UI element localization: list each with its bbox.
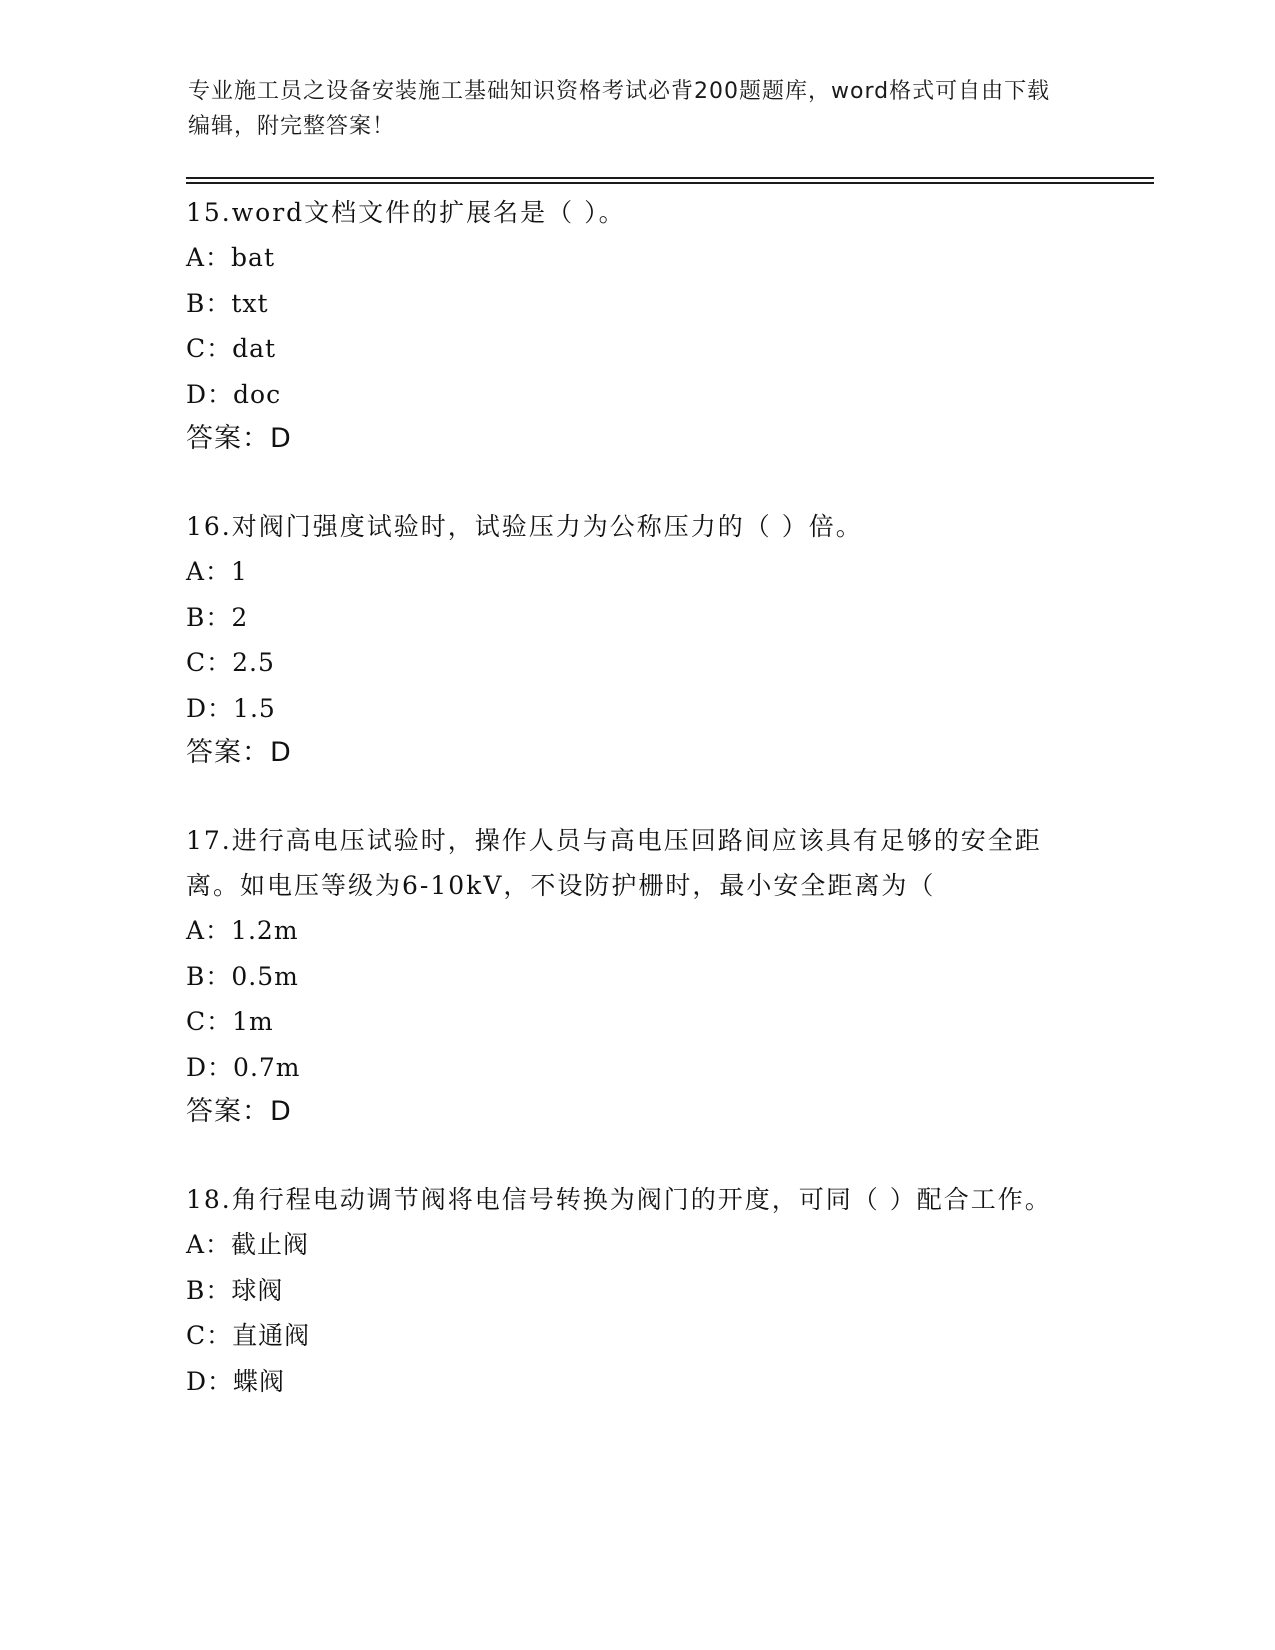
option-d: D：蝶阀 — [186, 1366, 286, 1396]
question-stem: 17.进行高电压试验时，操作人员与高电压回路间应该具有足够的安全距离。如电压等级为6-10kV，不设防护栅时，最小安全距离为（ — [186, 826, 1042, 900]
question-16 — [186, 504, 1086, 775]
spacer — [186, 1134, 1086, 1177]
question-stem: 18.角行程电动调节阀将电信号转换为阀门的开度，可同（ ）配合工作。 — [186, 1185, 1052, 1214]
question-18 — [186, 1177, 1086, 1404]
spacer — [186, 775, 1086, 818]
option-d: D：0.7m — [186, 1052, 301, 1082]
option-b: B：txt — [186, 288, 269, 318]
option-a: A：1 — [186, 557, 248, 586]
option-d: D：doc — [186, 379, 282, 409]
option-a: A：bat — [186, 243, 276, 272]
option-c: C：1m — [186, 1007, 274, 1036]
option-b: B：球阀 — [186, 1275, 284, 1305]
question-stem: 15.word文档文件的扩展名是（ ）。 — [186, 198, 626, 227]
answer-line: 答案：D — [186, 1096, 292, 1127]
option-c: C：dat — [186, 334, 277, 363]
header-rule-bottom — [186, 182, 1154, 184]
option-a: A：1.2m — [186, 916, 299, 945]
question-stem: 16.对阀门强度试验时，试验压力为公称压力的（ ）倍。 — [186, 512, 863, 541]
question-list — [186, 190, 1086, 1404]
answer-line: 答案：D — [186, 737, 292, 768]
option-b: B：2 — [186, 602, 249, 632]
option-d: D：1.5 — [186, 693, 276, 723]
spacer — [186, 461, 1086, 504]
option-c: C：2.5 — [186, 648, 275, 677]
option-b: B：0.5m — [186, 961, 299, 991]
option-a: A：截止阀 — [186, 1230, 310, 1259]
answer-line: 答案：D — [186, 423, 292, 454]
question-17 — [186, 818, 1086, 1134]
option-c: C：直通阀 — [186, 1321, 311, 1350]
header-rule-top — [186, 177, 1154, 179]
document-header: 专业施工员之设备安装施工基础知识资格考试必背200题题库，word格式可自由下载编辑，附完整答案！ — [188, 79, 1051, 139]
question-15 — [186, 190, 1086, 461]
